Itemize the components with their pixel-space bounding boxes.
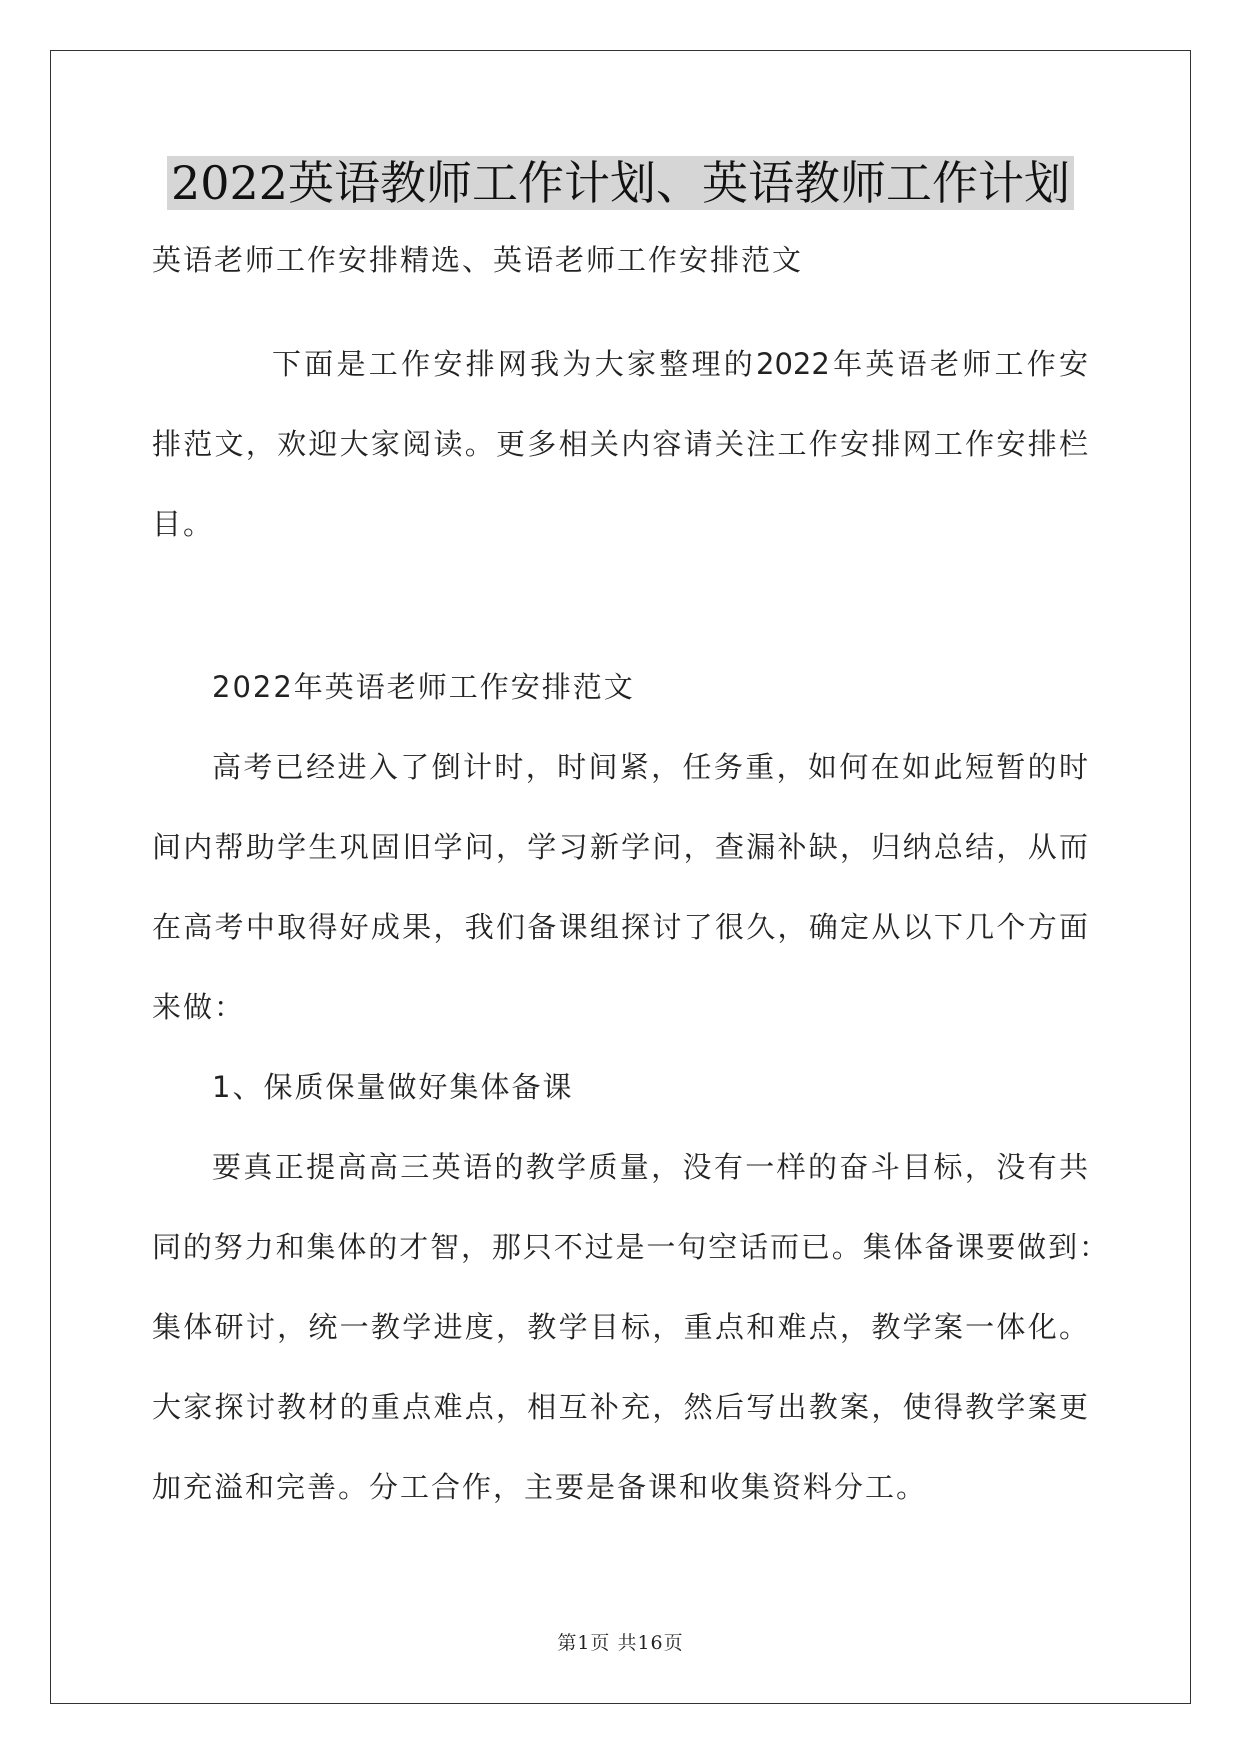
section-heading: 2022年英语老师工作安排范文 [212,670,635,704]
paragraph-line: 高考已经进入了倒计时，时间紧，任务重，如何在如此短暂的时 [212,750,1088,784]
paragraph-line: 目。 [152,507,215,541]
page-border [50,50,1191,1704]
subtitle-line: 英语老师工作安排精选、英语老师工作安排范文 [152,243,804,277]
paragraph-line: 加充溢和完善。分工合作，主要是备课和收集资料分工。 [152,1470,928,1504]
paragraph-line: 间内帮助学生巩固旧学问，学习新学问，查漏补缺，归纳总结，从而 [152,830,1088,864]
paragraph-line: 要真正提高高三英语的教学质量，没有一样的奋斗目标，没有共 [212,1150,1088,1184]
paragraph-line: 在高考中取得好成果，我们备课组探讨了很久，确定从以下几个方面 [152,910,1088,944]
page-footer: 第1页 共16页 [557,1632,684,1654]
paragraph-line: 下面是工作安排网我为大家整理的2022年英语老师工作安 [272,347,1088,381]
paragraph-line: 集体研讨，统一教学进度，教学目标，重点和难点，教学案一体化。 [152,1310,1088,1344]
paragraph-line: 排范文，欢迎大家阅读。更多相关内容请关注工作安排网工作安排栏 [152,427,1088,461]
numbered-heading: 1、保质保量做好集体备课 [212,1070,574,1104]
document-title-text: 2022英语教师工作计划、英语教师工作计划 [167,156,1074,210]
paragraph-line: 同的努力和集体的才智，那只不过是一句空话而已。集体备课要做到： [152,1230,1108,1264]
paragraph-line: 大家探讨教材的重点难点，相互补充，然后写出教案，使得教学案更 [152,1390,1088,1424]
paragraph-line: 来做： [152,990,246,1024]
document-title [0,150,1241,216]
